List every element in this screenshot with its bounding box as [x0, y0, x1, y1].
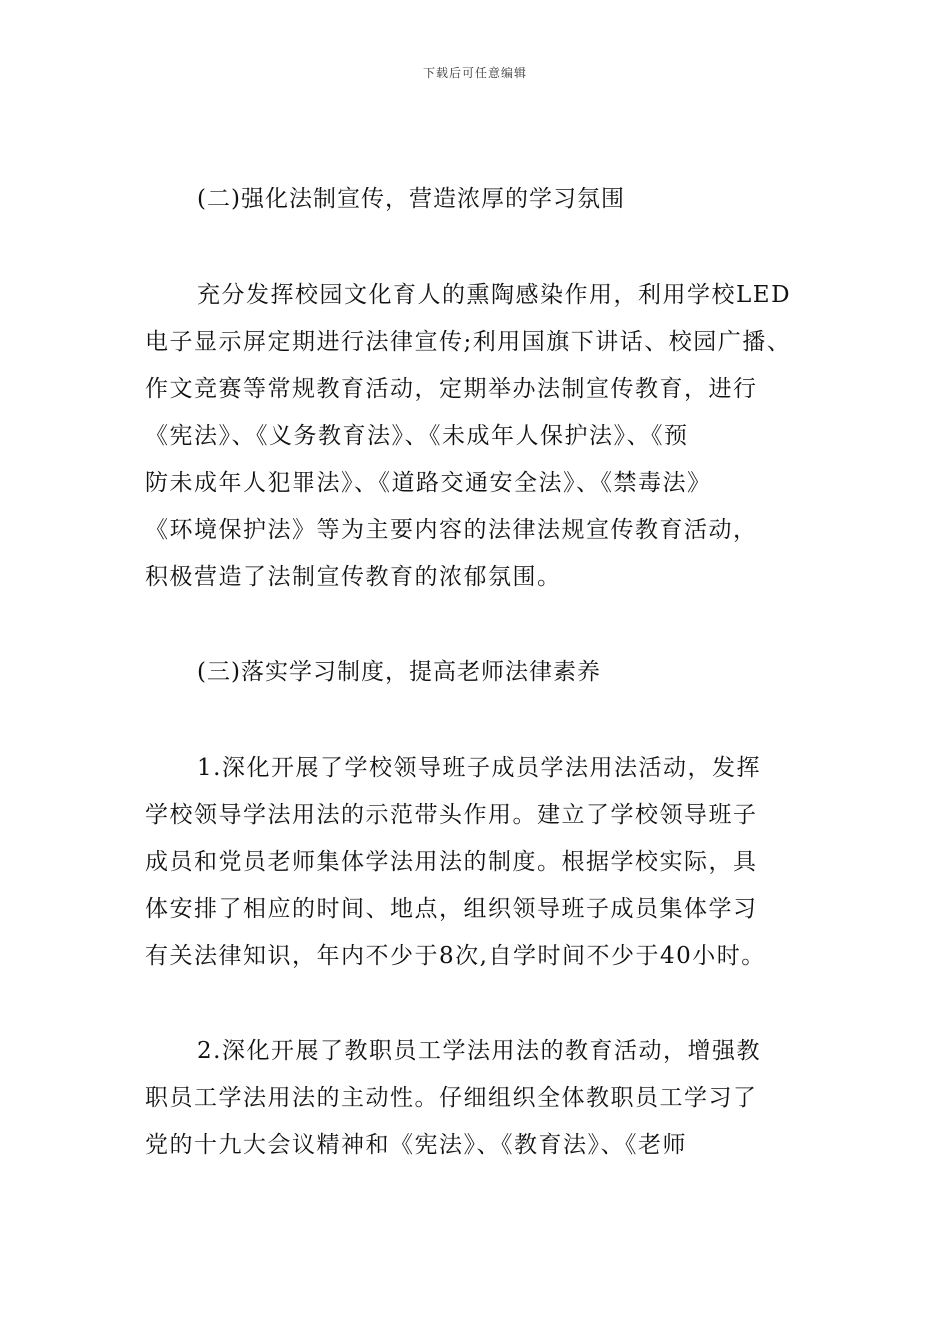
paragraph-line: 防未成年人犯罪法》、《道路交通安全法》、《禁毒法》 — [145, 470, 712, 496]
paragraph — [145, 1028, 810, 1169]
paragraph-line: 有关法律知识，年内不少于8次,自学时间不少于40小时。 — [145, 943, 766, 969]
section-heading: (三)落实学习制度，提高老师法律素养 — [197, 659, 601, 685]
paragraph-line: 《环境保护法》等为主要内容的法律法规宣传教育活动， — [145, 517, 758, 543]
paragraph-line: 2.深化开展了教职员工学法用法的教育活动，增强教 — [197, 1038, 761, 1064]
paragraph-line: 成员和党员老师集体学法用法的制度。根据学校实际，具 — [145, 849, 758, 875]
paragraph-line: 党的十九大会议精神和《宪法》、《教育法》、《老师 — [145, 1132, 687, 1158]
paragraph-line: 电子显示屏定期进行法律宣传;利用国旗下讲话、校园广播、 — [145, 329, 792, 355]
document-body — [145, 176, 810, 1169]
paragraph — [145, 745, 810, 980]
paragraph-line: 作文竞赛等常规教育活动，定期举办法制宣传教育，进行 — [145, 376, 758, 402]
paragraph — [145, 272, 810, 601]
paragraph-line: 职员工学法用法的主动性。仔细组织全体教职员工学习了 — [145, 1085, 758, 1111]
page-header-note: 下载后可任意编辑 — [422, 66, 527, 80]
paragraph-line: 积极营造了法制宣传教育的浓郁氛围。 — [145, 564, 562, 590]
paragraph-line: 充分发挥校园文化育人的熏陶感染作用，利用学校LED — [197, 282, 792, 308]
section-heading: (二)强化法制宣传，营造浓厚的学习氛围 — [197, 186, 625, 212]
paragraph-line: 学校领导学法用法的示范带头作用。建立了学校领导班子 — [145, 802, 758, 828]
paragraph-line: 《宪法》、《义务教育法》、《未成年人保护法》、《预 — [145, 423, 689, 449]
paragraph-line: 体安排了相应的时间、地点，组织领导班子成员集体学习 — [145, 896, 758, 922]
paragraph-line: 1.深化开展了学校领导班子成员学法用法活动，发挥 — [197, 755, 761, 781]
